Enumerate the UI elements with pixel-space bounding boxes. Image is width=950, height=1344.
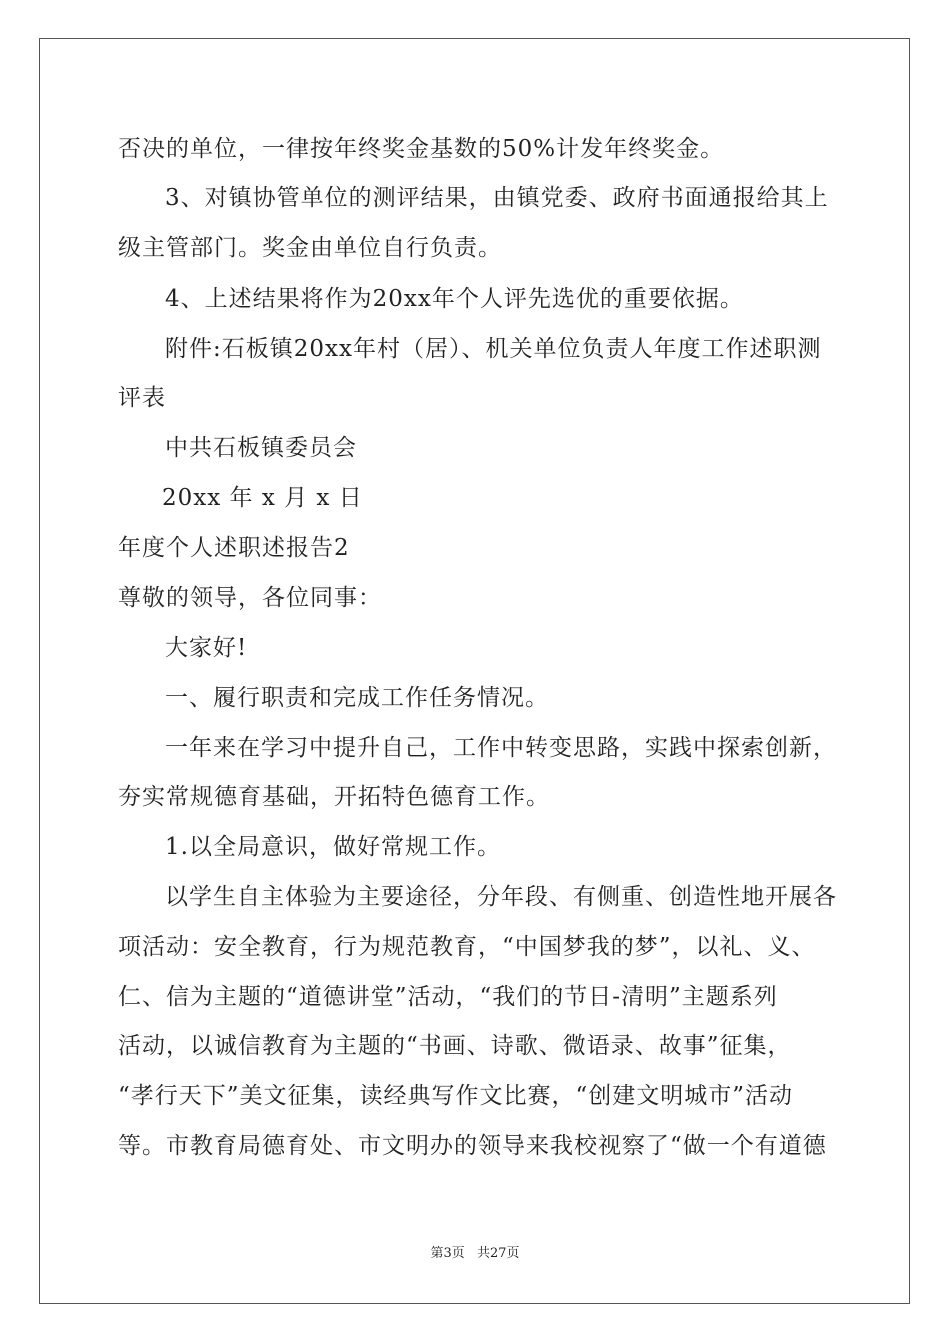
greeting: 大家好! — [165, 635, 248, 661]
text-line: 级主管部门。奖金由单位自行负责。 — [118, 235, 502, 261]
text-line: 3、对镇协管单位的测评结果，由镇党委、政府书面通报给其上 — [165, 185, 829, 211]
page-footer — [0, 1245, 950, 1263]
page-border — [39, 38, 910, 1304]
text-line: 以学生自主体验为主要途径，分年段、有侧重、创造性地开展各 — [165, 884, 837, 910]
text-line: 附件:石板镇20xx年村（居）、机关单位负责人年度工作述职测 — [165, 336, 822, 362]
text-line: 等。市教育局德育处、市文明办的领导来我校视察了“做一个有道德 — [118, 1133, 827, 1159]
text-line: 一年来在学习中提升自己，工作中转变思路，实践中探索创新， — [165, 735, 837, 761]
text-line: 4、上述结果将作为20xx年个人评先选优的重要依据。 — [165, 286, 744, 312]
text-line: 项活动：安全教育，行为规范教育，“中国梦我的梦”，以礼、义、 — [118, 934, 816, 960]
signature-org: 中共石板镇委员会 — [165, 435, 357, 461]
page-number: 第3页 — [430, 1246, 465, 1261]
page-total: 共27页 — [476, 1246, 520, 1261]
text-line: 仁、信为主题的“道德讲堂”活动，“我们的节日-清明”主题系列 — [118, 984, 778, 1010]
signature-date: 20xx 年 x 月 x 日 — [162, 485, 363, 511]
salutation: 尊敬的领导，各位同事： — [118, 585, 382, 611]
text-line: 评表 — [118, 385, 166, 411]
section-title: 年度个人述职述报告2 — [118, 535, 350, 561]
text-line: “孝行天下”美文征集，读经典写作文比赛，“创建文明城市”活动 — [118, 1083, 794, 1109]
subheading: 1.以全局意识，做好常规工作。 — [165, 834, 501, 860]
heading: 一、履行职责和完成工作任务情况。 — [165, 685, 549, 711]
text-line: 活动，以诚信教育为主题的“书画、诗歌、微语录、故事”征集， — [118, 1033, 792, 1059]
text-line: 否决的单位，一律按年终奖金基数的50%计发年终奖金。 — [118, 136, 725, 162]
text-line: 夯实常规德育基础，开拓特色德育工作。 — [118, 784, 550, 810]
